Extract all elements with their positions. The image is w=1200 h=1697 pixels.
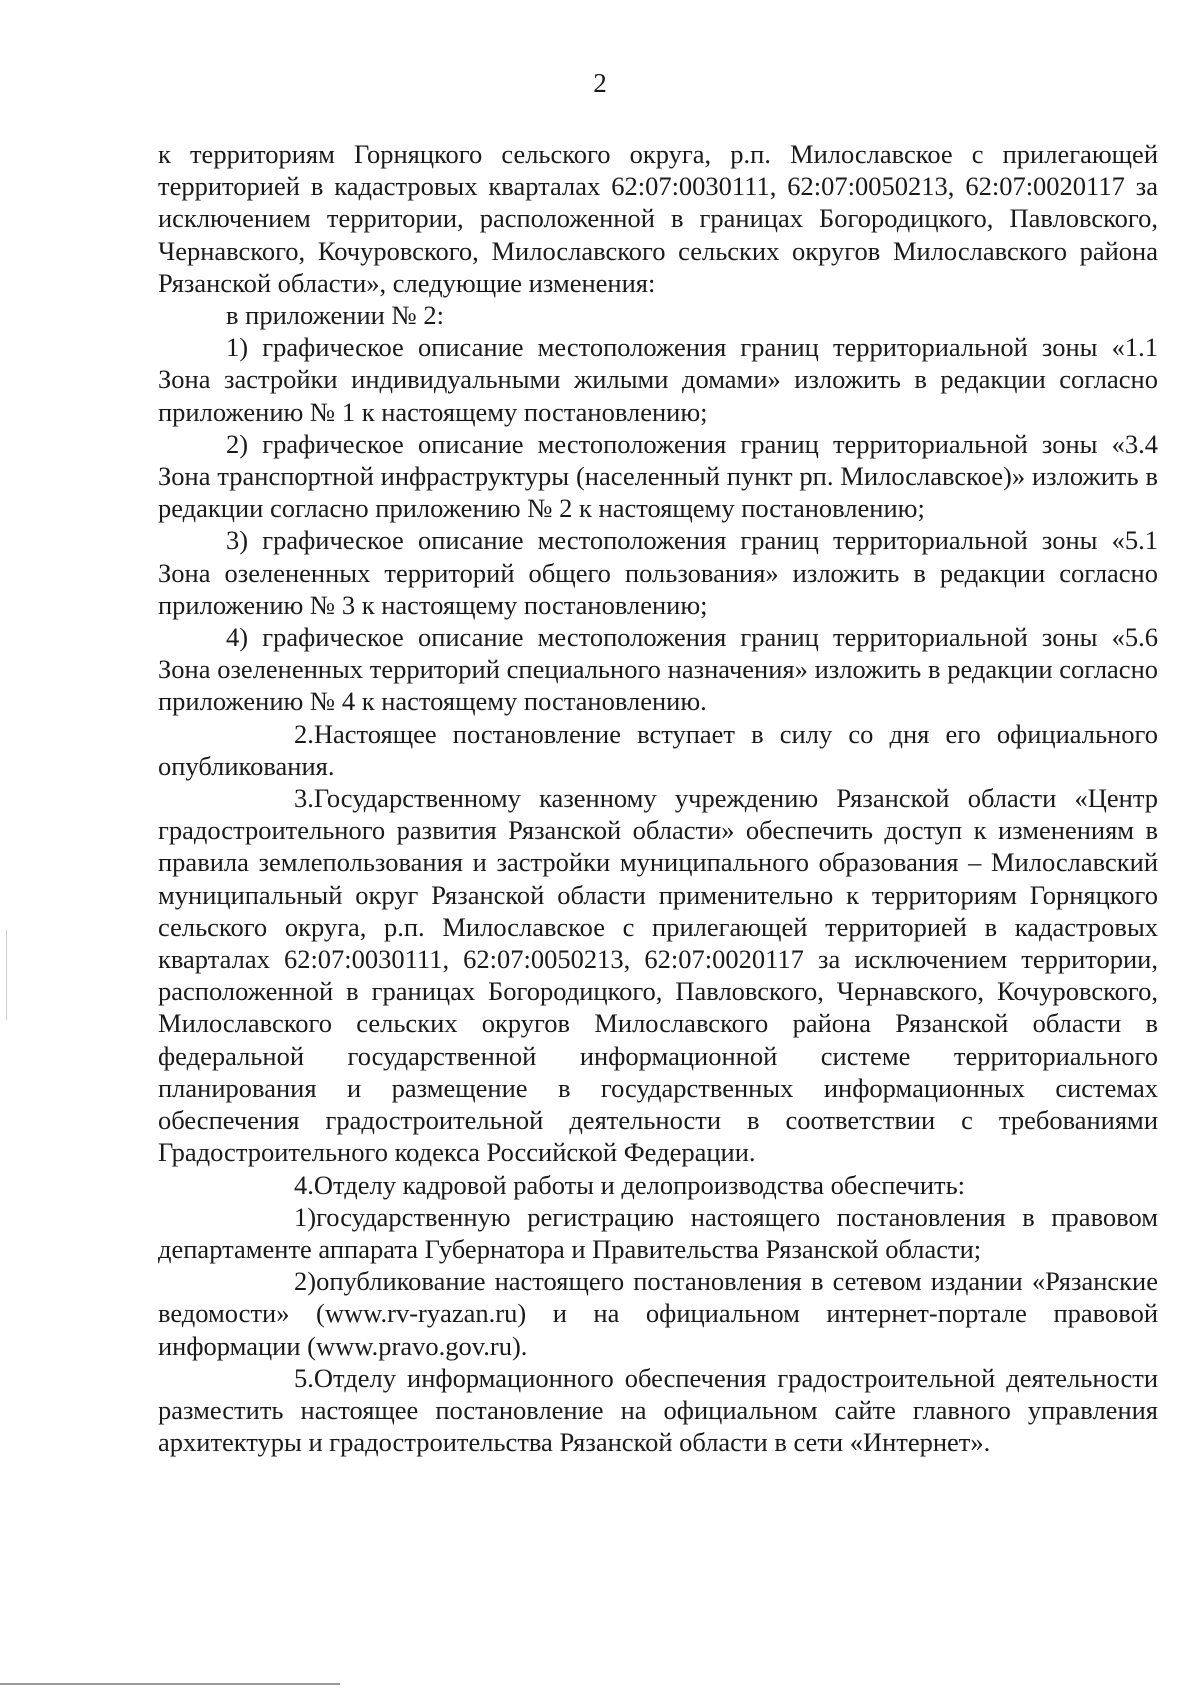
- item-4-number: 4.: [294, 1169, 314, 1200]
- item-3-paragraph: [158, 782, 1158, 1168]
- item-5-number: 5.: [294, 1362, 314, 1393]
- item-4-sub-2: [158, 1265, 1158, 1362]
- document-body: [158, 138, 1158, 1458]
- item-3-text: Государственному казенному учреждению Рязанской области «Центр градостроительного развития Рязанской области» обеспечить доступ к изменениям в правила землепользования и застройки муниципального образования – Милославский муниципальный округ Рязанской области применительно к территориям Горняцкого сельского округа, р.п. Милославское с прилегающей территорией в кадастровых кварталах 62:07:0030111, 62:07:0050213, 62:07:0020117 за исключением территории, расположенной в границах Богородицкого, Павловского, Чернавского, Кочуровского, Милославского сельских округов Милославского района Рязанской области в федеральной государственной информационной системе территориального планирования и размещение в государственных информационных системах обеспечения градостроительной деятельности в соответствии с требованиями Градостроительного кодекса Российской Федерации.: [158, 783, 1158, 1168]
- item-5-paragraph: [158, 1362, 1158, 1459]
- sub-item-1: 1) графическое описание местоположения границ территориальной зоны «1.1 Зона застройки индивидуальными жилыми домами» изложить в редакции согласно приложению № 1 к настоящему постановлению;: [158, 332, 1158, 427]
- item-3-number: 3.: [294, 783, 314, 814]
- item-4-sub-1: [158, 1201, 1158, 1265]
- scan-artifact-edge: [6, 930, 7, 1020]
- item-2-paragraph: [158, 718, 1158, 782]
- item-2-text: Настоящее постановление вступает в силу со дня его официального опубликования.: [158, 718, 1158, 781]
- item-4-text: Отделу кадровой работы и делопроизводства обеспечить:: [313, 1169, 966, 1200]
- sub-item-2: 2) графическое описание местоположения границ территориальной зоны «3.4 Зона транспортной инфраструктуры (населенный пункт рп. Милославское)» изложить в редакции согласно приложению № 2 к настоящему постановлению;: [158, 428, 1158, 524]
- item-4-paragraph: [158, 1169, 1158, 1201]
- item-4-sub-1-number: 1): [294, 1201, 317, 1232]
- sub-item-4: 4) графическое описание местоположения границ территориальной зоны «5.6 Зона озелененных территорий специального назначения» изложить в редакции согласно приложению № 4 к настоящему постановлению.: [158, 622, 1158, 717]
- item-2-number: 2.: [294, 718, 314, 749]
- item-4-sub-1-text: государственную регистрацию настоящего постановления в правовом департаменте аппарата Губернатора и Правительства Рязанской области;: [158, 1201, 1158, 1264]
- intro-paragraph: к территориям Горняцкого сельского округа, р.п. Милославское с прилегающей территорией в кадастровых кварталах 62:07:0030111, 62:07:0050213, 62:07:0020117 за исключением территории, расположенной в границах Богородицкого, Павловского, Чернавского, Кочуровского, Милославского сельских округов Милославского района Рязанской области», следующие изменения:: [158, 139, 1158, 298]
- item-4-sub-2-text: опубликование настоящего постановления в сетевом издании «Рязанские ведомости» (www.rv-ryazan.ru) и на официальном интернет-портале правовой информации (www.pravo.gov.ru).: [158, 1266, 1158, 1361]
- sub-item-3: 3) графическое описание местоположения границ территориальной зоны «5.1 Зона озелененных территорий общего пользования» изложить в редакции согласно приложению № 3 к настоящему постановлению;: [158, 525, 1158, 620]
- item-4-sub-2-number: 2): [294, 1266, 317, 1297]
- page-number: 2: [593, 68, 607, 98]
- appendix-reference: в приложении № 2:: [226, 300, 444, 331]
- item-5-text: Отделу информационного обеспечения градостроительной деятельности разместить настоящее постановление на официальном сайте главного управления архитектуры и градостроительства Рязанской области в сети «Интернет».: [158, 1362, 1158, 1458]
- scan-artifact-line: [0, 1683, 340, 1685]
